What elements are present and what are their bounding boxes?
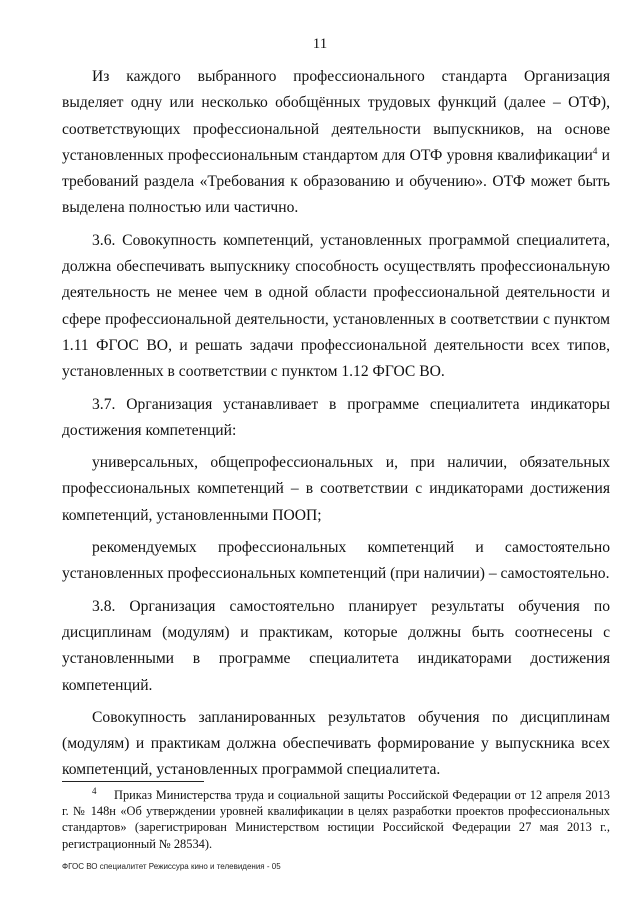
paragraph-otf-tail: и требований раздела «Требования к образованию и обучению». ОТФ может быть выделена полностью или частично. bbox=[62, 146, 610, 217]
paragraph-3-8: 3.8. Организация самостоятельно планирует результаты обучения по дисциплинам (модулям) и практикам, которые должны быть соотнесены с установленными в программе специалитета индикаторами достижения компетенций. bbox=[62, 597, 610, 694]
paragraph-universal-competencies: универсальных, общепрофессиональных и, при наличии, обязательных профессиональных компетенций – в соответствии с индикаторами достижения компетенций, установленными ПООП; bbox=[62, 454, 610, 524]
paragraph-3-7: 3.7. Организация устанавливает в программе специалитета индикаторы достижения компетенций: bbox=[62, 395, 610, 439]
paragraph-learning-results: Совокупность запланированных результатов обучения по дисциплинам (модулям) и практикам должна обеспечивать формирование у выпускника всех компетенций, установленных программой специалитета. bbox=[62, 708, 610, 779]
footnote: 4 Приказ Министерства труда и социальной защиты Российской Федерации от 12 апреля 2013 г. № 148н «Об утверждении уровней квалификации в целях разработки проектов профессиональных стандартов» (зарегистрирован Министерством юстиции Российской Федерации 27 мая 2013 г., регистрационный № 28534). bbox=[62, 785, 610, 851]
paragraph-recommended-competencies: рекомендуемых профессиональных компетенций и самостоятельно установленных профессиональных компетенций (при наличии) – самостоятельно. bbox=[62, 539, 610, 583]
paragraph-otf-text: Из каждого выбранного профессионального стандарта Организация выделяет одну или несколько обобщённых трудовых функций (далее – ОТФ), соответствующих профессиональной деятельности выпускников, на основе установленных профессиональным стандартом для ОТФ уровня квалификации bbox=[62, 68, 610, 164]
main-text bbox=[62, 64, 610, 790]
page-number: 11 bbox=[312, 36, 328, 52]
document-footer: ФГОС ВО специалитет Режиссура кино и телевидения - 05 bbox=[62, 862, 281, 871]
footnote-divider bbox=[62, 781, 204, 782]
footnote-reference: 4 bbox=[592, 145, 598, 156]
footnote-text: Приказ Министерства труда и социальной защиты Российской Федерации от 12 апреля 2013 г. № 148н «Об утверждении уровней квалификации в целях разработки проектов профессиональных стандартов» (зарегистрирован Министерством юстиции Российской Федерации 27 мая 2013 г., регистрационный № 28534). bbox=[62, 788, 610, 851]
paragraph-otf bbox=[62, 64, 610, 222]
paragraph-3-6: 3.6. Совокупность компетенций, установленных программой специалитета, должна обеспечивать выпускнику способность осуществлять профессиональную деятельность не менее чем в одной области профессиональной деятельности и сфере профессиональной деятельности, установленных в соответствии с пунктом 1.11 ФГОС ВО, и решать задачи профессиональной деятельности всех типов, установленных в соответствии с пунктом 1.12 ФГОС ВО. bbox=[62, 231, 610, 381]
